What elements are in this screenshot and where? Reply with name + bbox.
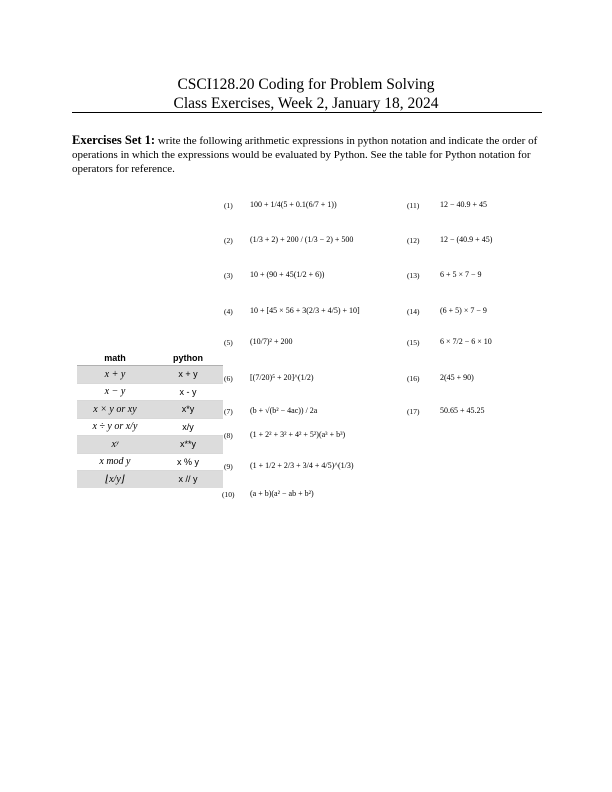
math-cell: x + y [77,366,153,384]
exercise-number: (4) [224,307,233,316]
exercise-9: (1 + 1/2 + 2/3 + 3/4 + 4/5)^(1/3) [250,461,354,470]
python-cell: x // y [153,471,223,488]
exercise-number: (13) [407,271,420,280]
page-header [0,75,612,113]
table-row [77,471,223,488]
exercise-number: (6) [224,374,233,383]
header-divider [72,112,542,113]
intro-paragraph [72,133,542,176]
python-cell: x % y [153,453,223,471]
exercise-6: [(7/20)⁵ + 20]^(1/2) [250,373,314,382]
math-cell: x mod y [77,453,153,471]
exercise-number: (1) [224,201,233,210]
exercise-7: (b + √(b² − 4ac)) / 2a [250,406,318,415]
operator-table [77,351,223,488]
exercise-15: 6 × 7/2 − 6 × 10 [440,337,492,346]
python-cell: x/y [153,418,223,436]
table-row [77,383,223,401]
exercise-number: (5) [224,338,233,347]
python-header: python [153,351,223,366]
math-cell: ⌊x/y⌋ [77,471,153,488]
exercise-2: (1/3 + 2) + 200 / (1/3 − 2) + 500 [250,235,354,244]
python-cell: x*y [153,401,223,419]
exercise-number: (7) [224,407,233,416]
math-cell: x ÷ y or x/y [77,418,153,436]
exercise-number: (16) [407,374,420,383]
exercise-14: (6 + 5) × 7 − 9 [440,306,487,315]
table-row [77,418,223,436]
table-row [77,366,223,384]
exercise-17: 50.65 + 45.25 [440,406,485,415]
exercise-10: (a + b)(a² − ab + b²) [250,489,314,498]
exercise-number: (3) [224,271,233,280]
exercise-12: 12 − (40.9 + 45) [440,235,493,244]
exercise-number: (10) [222,490,235,499]
table-header-row [77,351,223,366]
course-title: CSCI128.20 Coding for Problem Solving [177,76,435,93]
exercise-3: 10 + (90 + 45(1/2 + 6)) [250,270,325,279]
intro-text: write the following arithmetic expressions in python notation and indicate the order of operations in which the expressions would be evaluated by Python. See the table for Python notation for operators for reference. [72,135,538,175]
exercise-8: (1 + 2² + 3² + 4² + 5²)(a³ + b³) [250,430,346,439]
exercise-number: (15) [407,338,420,347]
class-subtitle: Class Exercises, Week 2, January 18, 2024 [173,95,439,112]
exercise-16: 2(45 + 90) [440,373,474,382]
exercise-1: 100 + 1/4(5 + 0.1(6/7 + 1)) [250,200,337,209]
exercise-5: (10/7)² + 200 [250,337,293,346]
intro-label: Exercises Set 1: [72,133,156,147]
exercise-4: 10 + [45 × 56 + 3(2/3 + 4/5) + 10] [250,306,360,315]
math-cell: xʸ [77,436,153,454]
exercise-number: (2) [224,236,233,245]
exercise-11: 12 − 40.9 + 45 [440,200,488,209]
math-header: math [77,351,153,366]
table-row [77,453,223,471]
exercise-13: 6 + 5 × 7 − 9 [440,270,482,279]
table-row [77,401,223,419]
table-row [77,436,223,454]
exercise-number: (14) [407,307,420,316]
math-cell: x × y or xy [77,401,153,419]
exercise-number: (8) [224,431,233,440]
exercise-number: (17) [407,407,420,416]
exercise-number: (12) [407,236,420,245]
math-cell: x − y [77,383,153,401]
python-cell: x + y [153,366,223,384]
python-cell: x - y [153,383,223,401]
exercise-number: (9) [224,462,233,471]
python-cell: x**y [153,436,223,454]
exercise-number: (11) [407,201,420,210]
